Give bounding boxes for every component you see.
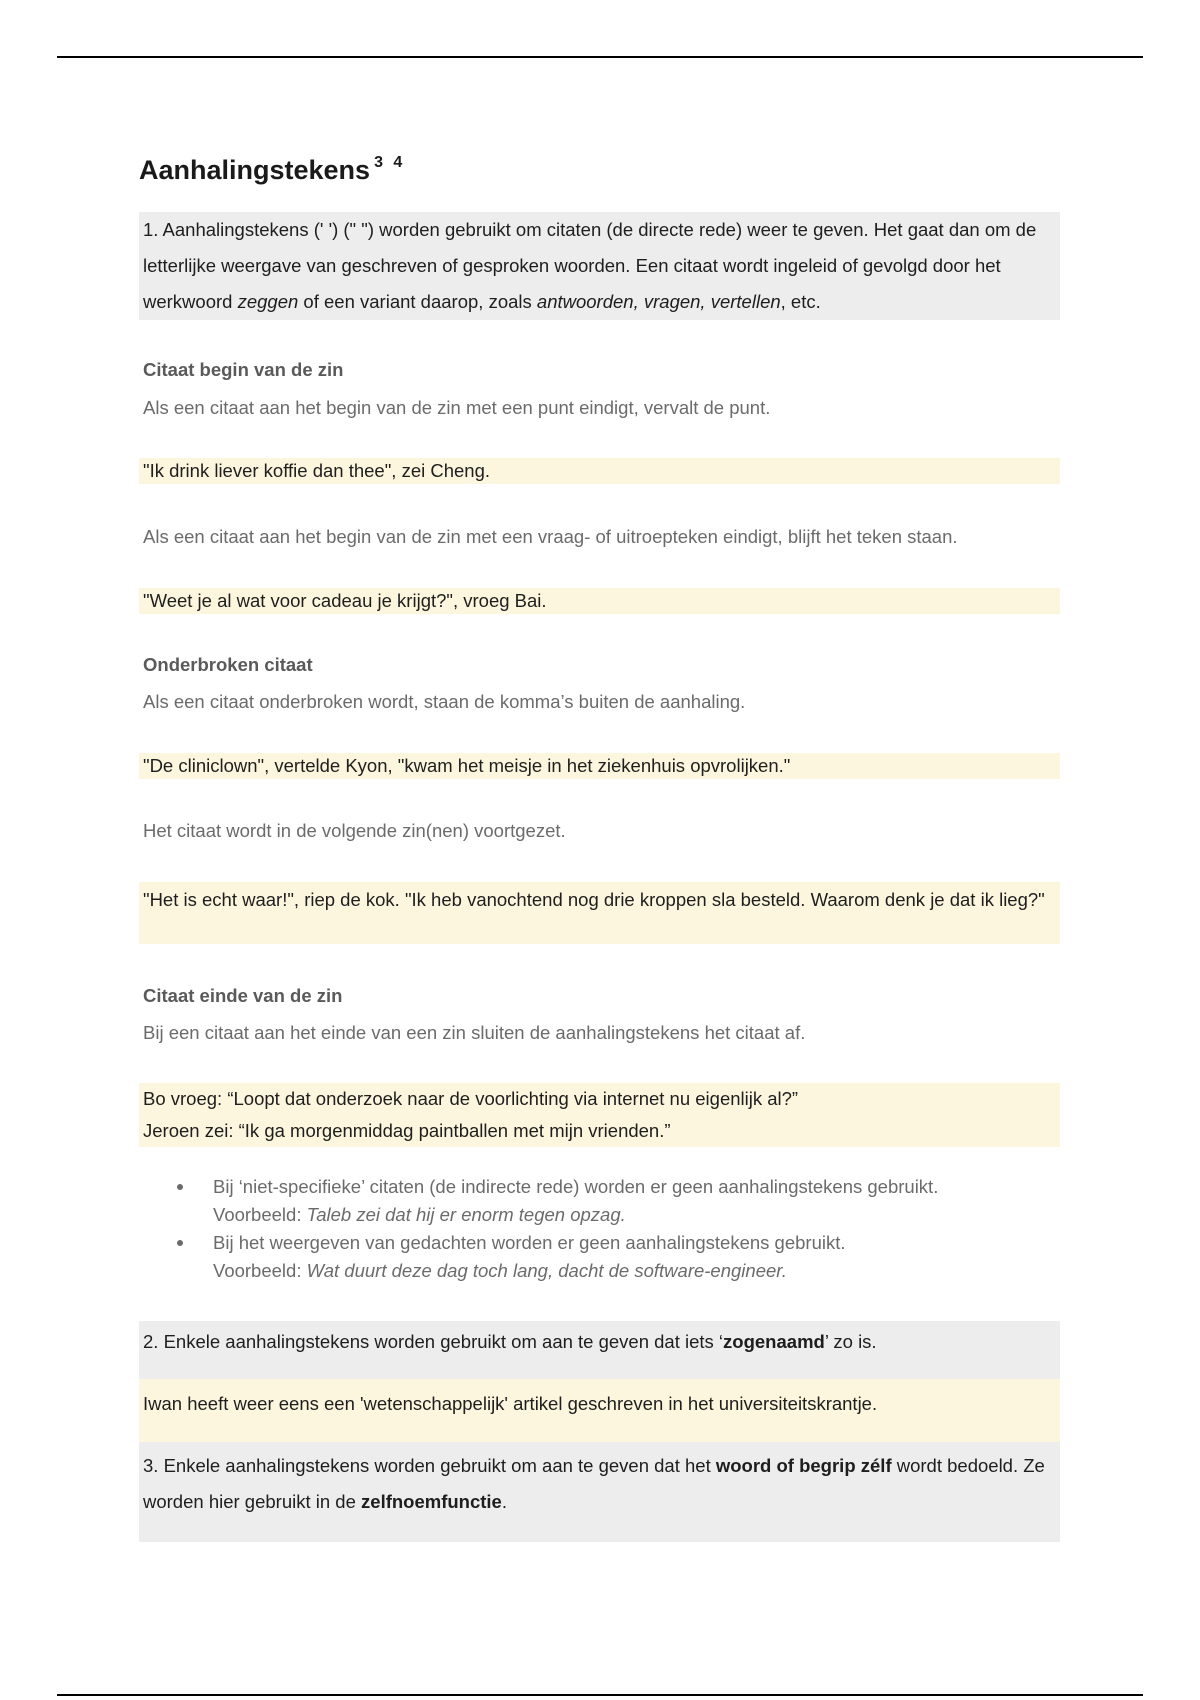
heading-onderbroken: Onderbroken citaat	[143, 654, 313, 675]
rule-voortgezet: Het citaat wordt in de volgende zin(nen) voortgezet.	[143, 820, 566, 841]
example-begin-1: "Ik drink liever koffie dan thee", zei Cheng.	[139, 458, 1060, 484]
example-onderbroken-2: "Het is echt waar!", riep de kok. "Ik heb vanochtend nog drie kroppen sla besteld. Waarom denk je dat ik lieg?"	[139, 882, 1060, 944]
page-title: Aanhalingstekens $^{3 4}$	[139, 154, 406, 185]
section-1-paragraph: 1. Aanhalingstekens (' ') (" ") worden gebruikt om citaten (de directe rede) weer te geven. Het gaat dan om de letterlijke weergave van geschreven of gesproken woorden. Een citaat wordt ingeleid of gevolgd door het werkwoord zeggen of een variant daarop, zoals antwoorden, vragen, vertellen, etc.	[139, 212, 1060, 320]
example-einde-2: Jeroen zei: “Ik ga morgenmiddag paintballen met mijn vrienden.”	[143, 1120, 671, 1141]
example-einde	[139, 1083, 1060, 1147]
list-item: Bij het weergeven van gedachten worden er geen aanhalingstekens gebruikt. Voorbeeld: Wat duurt deze dag toch lang, dacht de software-engineer.	[213, 1229, 1060, 1285]
example-begin-2: "Weet je al wat voor cadeau je krijgt?", vroeg Bai.	[139, 588, 1060, 614]
example-onderbroken-1: "De cliniclown", vertelde Kyon, "kwam het meisje in het ziekenhuis opvrolijken."	[139, 753, 1060, 779]
heading-citaat-begin: Citaat begin van de zin	[143, 359, 344, 380]
section-2-paragraph: 2. Enkele aanhalingstekens worden gebruikt om aan te geven dat iets ‘zogenaamd’ zo is.	[139, 1321, 1060, 1379]
title-footnote-refs: 3 4	[374, 154, 406, 171]
bullet-icon	[177, 1240, 183, 1246]
example-einde-1: Bo vroeg: “Loopt dat onderzoek naar de voorlichting via internet nu eigenlijk al?”	[143, 1088, 799, 1109]
rule-einde: Bij een citaat aan het einde van een zin sluiten de aanhalingstekens het citaat af.	[143, 1022, 806, 1043]
heading-citaat-einde: Citaat einde van de zin	[143, 985, 343, 1006]
rule-begin-period: Als een citaat aan het begin van de zin met een punt eindigt, vervalt de punt.	[143, 397, 771, 418]
list-item: Bij ‘niet-specifieke’ citaten (de indirecte rede) worden er geen aanhalingstekens gebruikt. Voorbeeld: Taleb zei dat hij er enorm tegen opzag.	[213, 1173, 1060, 1229]
example-zogenaamd: Iwan heeft weer eens een 'wetenschappelijk' artikel geschreven in het universiteitskrantje.	[139, 1379, 1060, 1442]
bottom-rule	[57, 1694, 1143, 1696]
rule-begin-question: Als een citaat aan het begin van de zin met een vraag- of uitroepteken eindigt, blijft het teken staan.	[143, 526, 958, 547]
section-3-paragraph: 3. Enkele aanhalingstekens worden gebruikt om aan te geven dat het woord of begrip zélf wordt bedoeld. Ze worden hier gebruikt in de zelfnoemfunctie.	[139, 1442, 1060, 1542]
top-rule	[57, 56, 1143, 58]
rule-onderbroken: Als een citaat onderbroken wordt, staan de komma’s buiten de aanhaling.	[143, 691, 746, 712]
bullet-icon	[177, 1184, 183, 1190]
notes-list	[139, 1173, 1060, 1285]
